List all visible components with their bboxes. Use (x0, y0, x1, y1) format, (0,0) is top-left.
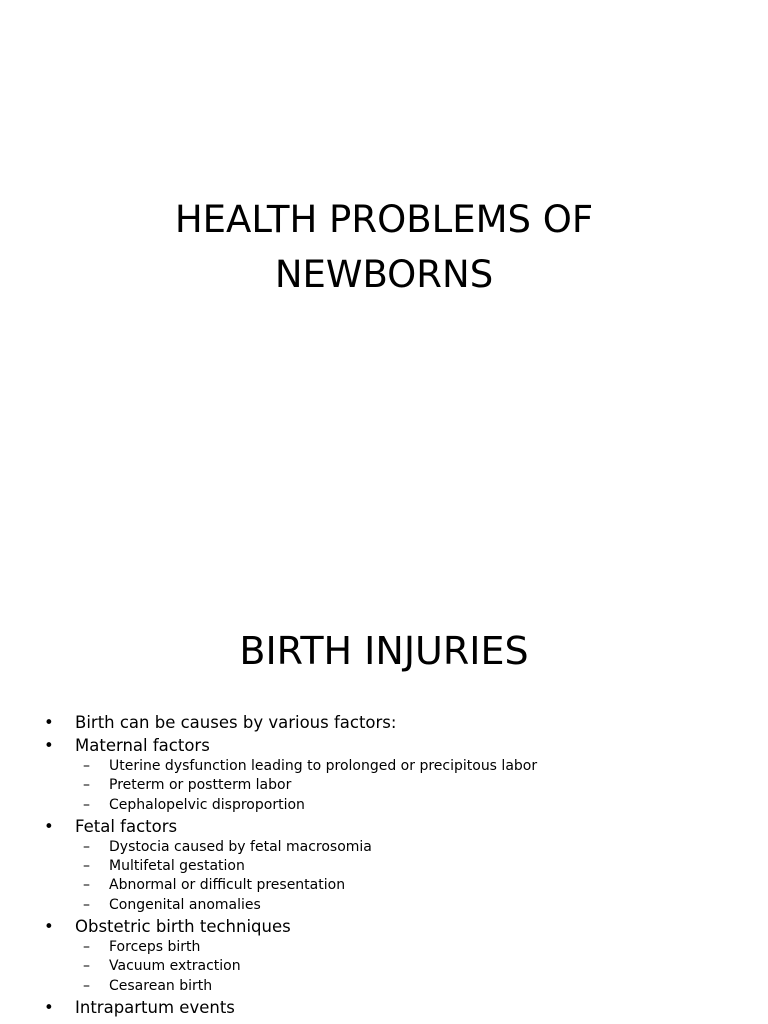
bullet-item (0, 734, 768, 815)
bullet-text: Fetal factors (75, 816, 178, 836)
sub-bullet-text: Vacuum extraction (109, 958, 241, 975)
bullet-marker: • (44, 917, 54, 937)
bullet-list (0, 711, 768, 1019)
bullet-item (0, 996, 768, 1019)
sub-bullet-marker: – (83, 977, 90, 994)
sub-bullet-list (75, 938, 768, 996)
sub-bullet-item (0, 757, 768, 776)
bullet-text: Birth can be causes by various factors: (75, 713, 397, 732)
sub-bullet-marker: – (83, 896, 90, 913)
bullet-text: Obstetric birth techniques (75, 917, 291, 937)
sub-bullet-item (0, 776, 768, 795)
slide-title-line: NEWBORNS (274, 253, 494, 296)
sub-bullet-item (0, 857, 768, 876)
sub-bullet-list (75, 757, 768, 815)
sub-bullet-text: Dystocia caused by fetal macrosomia (109, 838, 372, 855)
sub-bullet-marker: – (83, 858, 90, 875)
sub-bullet-text: Cesarean birth (109, 977, 213, 994)
sub-bullet-marker: – (83, 777, 90, 794)
bullet-marker: • (44, 997, 54, 1017)
sub-bullet-marker: – (83, 838, 90, 855)
slide-title-line: HEALTH PROBLEMS OF (174, 198, 594, 241)
sub-bullet-text: Forceps birth (109, 939, 201, 956)
slide-title: BIRTH INJURIES (239, 629, 529, 673)
sub-bullet-marker: – (83, 796, 90, 813)
slide-2 (0, 576, 768, 1024)
sub-bullet-marker: – (83, 758, 90, 774)
sub-bullet-text: Multifetal gestation (109, 858, 245, 875)
sub-bullet-item (0, 838, 768, 857)
sub-bullet-item (0, 896, 768, 915)
sub-bullet-marker: – (83, 939, 90, 956)
bullet-marker: • (44, 713, 54, 732)
sub-bullet-text: Uterine dysfunction leading to prolonged or precipitous labor (109, 758, 538, 774)
sub-bullet-item (0, 938, 768, 957)
sub-bullet-text: Abnormal or difficult presentation (109, 877, 346, 894)
bullet-marker: • (44, 816, 54, 836)
sub-bullet-item (0, 796, 768, 815)
bullet-text: Intrapartum events (75, 997, 235, 1017)
bullet-item (0, 915, 768, 996)
sub-bullet-list (75, 838, 768, 915)
bullet-text: Maternal factors (75, 736, 210, 755)
sub-bullet-text: Congenital anomalies (109, 896, 261, 913)
sub-bullet-text: Cephalopelvic disproportion (109, 796, 305, 813)
sub-bullet-marker: – (83, 877, 90, 894)
sub-bullet-item (0, 876, 768, 895)
sub-bullet-item (0, 977, 768, 996)
bullet-item (0, 815, 768, 915)
sub-bullet-item (0, 957, 768, 976)
slide-title (0, 192, 768, 302)
sub-bullet-text: Preterm or postterm labor (109, 777, 292, 794)
bullet-item (0, 711, 768, 734)
bullet-marker: • (44, 736, 54, 755)
sub-bullet-marker: – (83, 958, 90, 975)
